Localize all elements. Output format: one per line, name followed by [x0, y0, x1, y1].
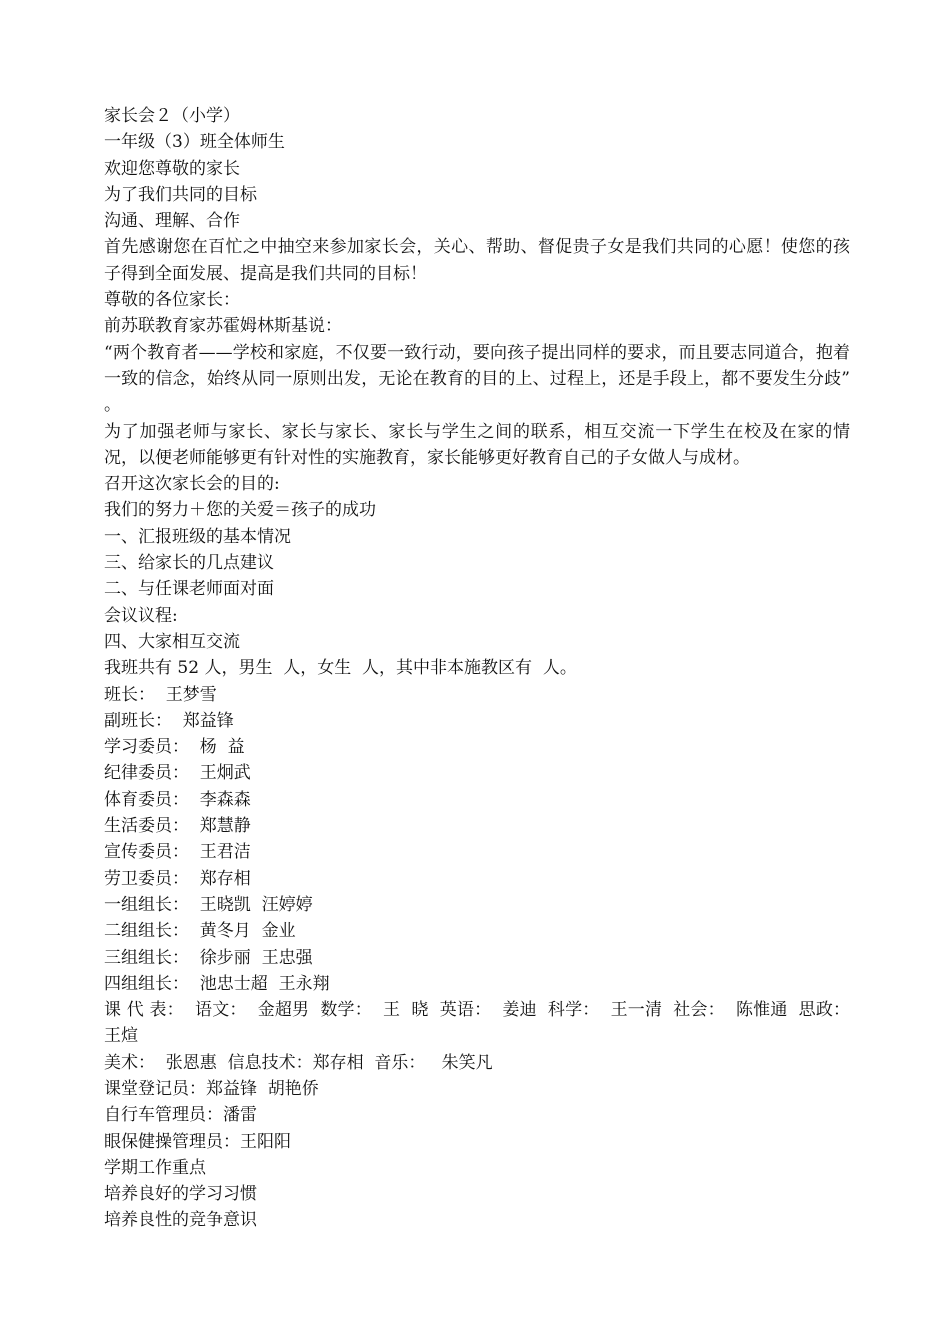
document-page — [104, 103, 861, 1234]
officer-line: 二组组长： 黄冬月 金业 — [104, 921, 296, 942]
duty-role-line: 眼保健操管理员：王阳阳 — [104, 1131, 291, 1152]
welcome-line: 欢迎您尊敬的家长 — [104, 158, 240, 179]
slogan-goal: 为了我们共同的目标 — [104, 184, 257, 205]
term-heading: 学期工作重点 — [104, 1157, 206, 1178]
duty-role-line: 自行车管理员：潘雷 — [104, 1105, 257, 1126]
slogan-values: 沟通、理解、合作 — [104, 211, 240, 232]
agenda-item: 四、大家相互交流 — [104, 631, 240, 652]
quote-paragraph: “两个教育者——学校和家庭，不仅要一致行动，要向孩子提出同样的要求，而且要志同道合，抱着一致的信念，始终从同一原则出发，无论在教育的目的上、过程上，还是手段上，都不要发生分歧” 。 — [104, 342, 850, 416]
arts-reps-line: 美术： 张恩惠 信息技术：郑存相 音乐： 朱笑凡 — [104, 1052, 493, 1073]
class-stats: 我班共有 52 人，男生 人，女生 人，其中非本施教区有 人。 — [104, 658, 577, 679]
officer-line: 劳卫委员： 郑存相 — [104, 868, 251, 889]
agenda-item: 一、汇报班级的基本情况 — [104, 526, 291, 547]
term-point: 培养良性的竞争意识 — [104, 1210, 257, 1231]
officer-line: 体育委员： 李森森 — [104, 789, 251, 810]
term-point: 培养良好的学习习惯 — [104, 1184, 257, 1205]
officer-line: 学习委员： 杨 益 — [104, 737, 245, 758]
class-name: 一年级（3）班全体师生 — [104, 132, 285, 153]
formula-line: 我们的努力＋您的关爱＝孩子的成功 — [104, 500, 376, 521]
quote-intro: 前苏联教育家苏霍姆林斯基说： — [104, 316, 342, 337]
purpose-paragraph: 为了加强老师与家长、家长与家长、家长与学生之间的联系，相互交流一下学生在校及在家的情况，以便老师能够更有针对性的实施教育，家长能够更好教育自己的子女做人与成材。 — [104, 421, 850, 468]
document-title: 家长会２（小学） — [104, 106, 240, 126]
agenda-item: 二、与任课老师面对面 — [104, 579, 274, 600]
officer-line: 班长： 王梦雪 — [104, 684, 217, 705]
officer-line: 宣传委员： 王君洁 — [104, 842, 251, 863]
duty-role-line: 课堂登记员：郑益锋 胡艳侨 — [104, 1078, 319, 1099]
subject-reps-line: 课 代 表： 语文： 金超男 数学： 王 晓 英语： 姜迪 科学： 王一清 社会： 陈惟通 思政： 王煊 — [104, 1000, 861, 1047]
officer-line: 副班长： 郑益锋 — [104, 710, 234, 731]
agenda-item: 三、给家长的几点建议 — [104, 553, 274, 574]
officer-line: 生活委员： 郑慧静 — [104, 816, 251, 837]
purpose-heading: 召开这次家长会的目的: — [104, 474, 280, 495]
officer-line: 纪律委员： 王炯武 — [104, 763, 251, 784]
agenda-heading: 会议议程: — [104, 605, 178, 626]
thanks-paragraph: 首先感谢您在百忙之中抽空来参加家长会，关心、帮助、督促贵子女是我们共同的心愿！使您的孩子得到全面发展、提高是我们共同的目标！ — [104, 237, 850, 284]
officer-line: 一组组长： 王晓凯 汪婷婷 — [104, 894, 313, 915]
officer-line: 四组组长： 池忠士超 王永翔 — [104, 973, 330, 994]
officer-line: 三组组长： 徐步丽 王忠强 — [104, 947, 313, 968]
salutation: 尊敬的各位家长： — [104, 290, 240, 311]
